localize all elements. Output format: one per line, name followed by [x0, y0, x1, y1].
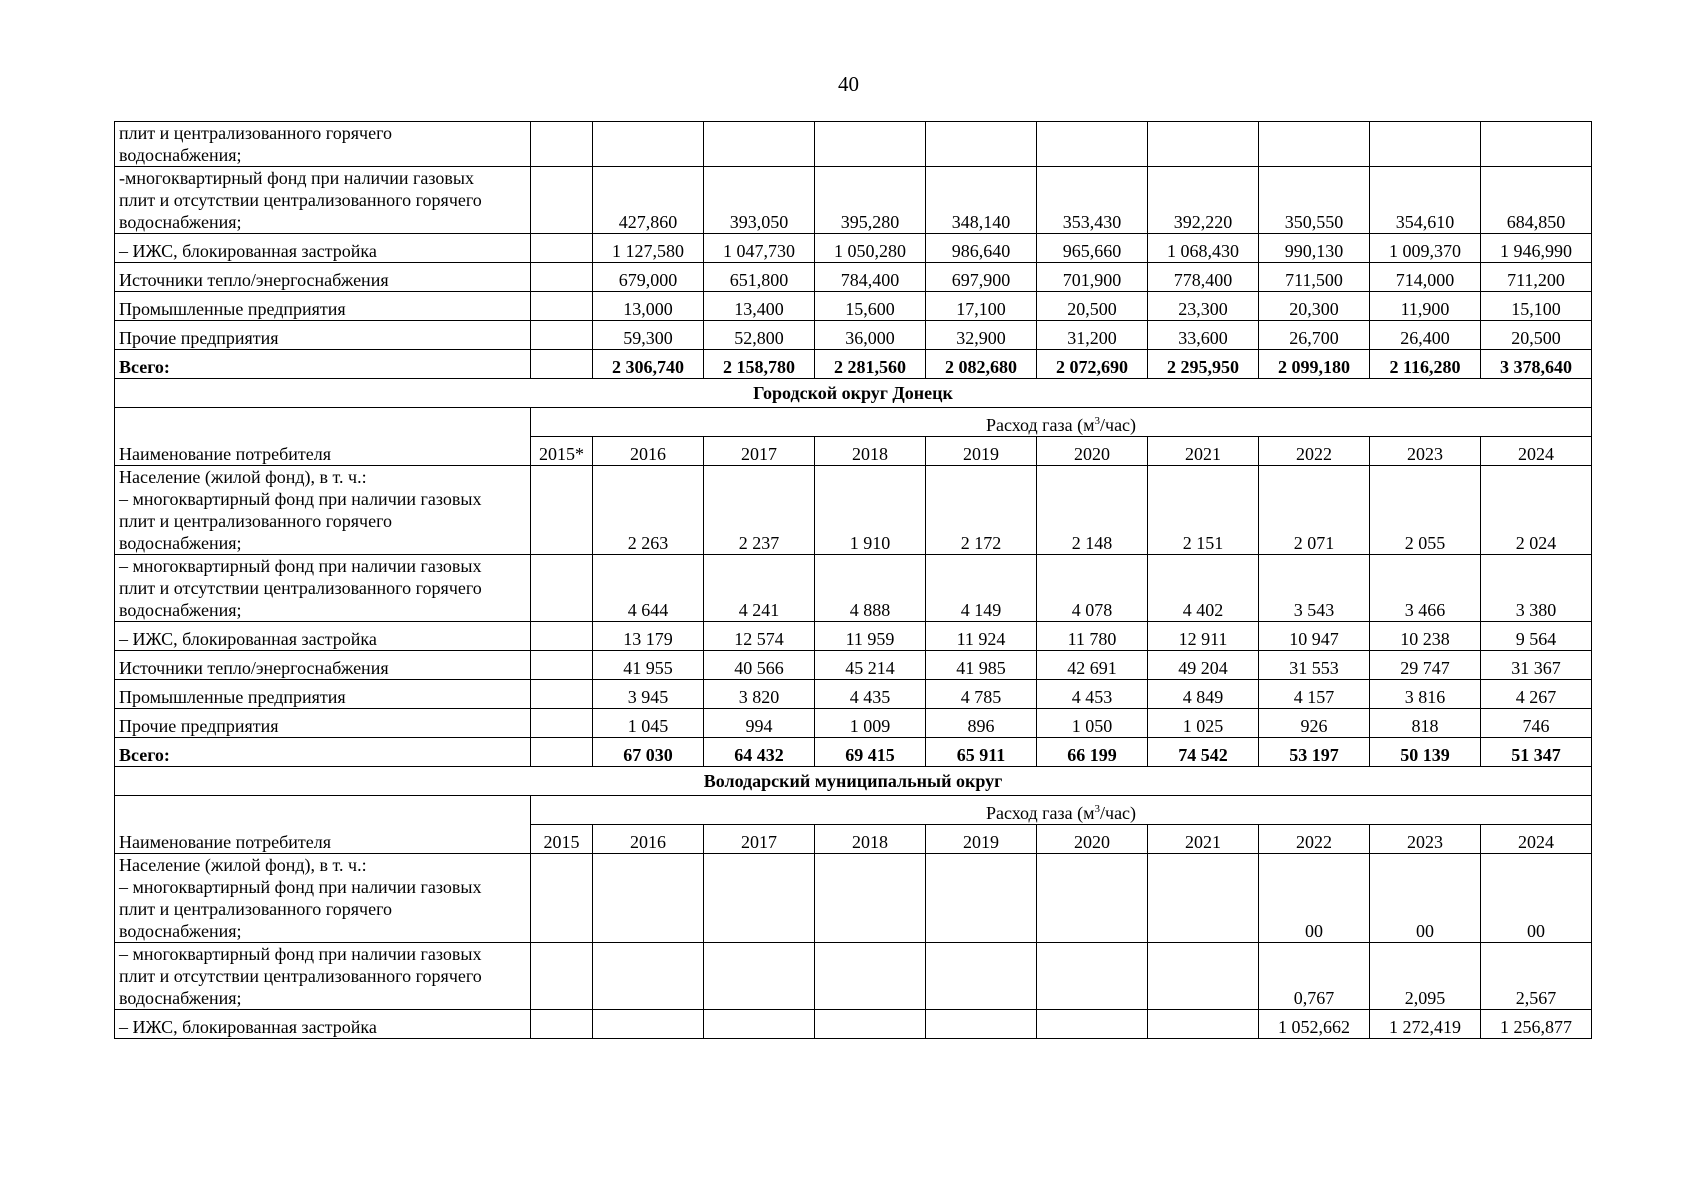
value-cell: 26,700: [1259, 321, 1370, 350]
year-header: 2017: [704, 825, 815, 854]
value-cell: 53 197: [1259, 738, 1370, 767]
year-header: 2023: [1370, 825, 1481, 854]
value-cell: 26,400: [1370, 321, 1481, 350]
value-cell: 395,280: [815, 167, 926, 234]
value-cell: 2 158,780: [704, 350, 815, 379]
value-cell: [1259, 122, 1370, 167]
value-cell: 2 082,680: [926, 350, 1037, 379]
value-cell: 40 566: [704, 651, 815, 680]
value-cell: 1 050,280: [815, 234, 926, 263]
value-cell: 1 009,370: [1370, 234, 1481, 263]
year-header: 2020: [1037, 437, 1148, 466]
table-row: [115, 234, 1592, 263]
value-cell: 13,400: [704, 292, 815, 321]
year-header: 2023: [1370, 437, 1481, 466]
value-cell: 4 078: [1037, 555, 1148, 622]
value-cell: [1481, 122, 1592, 167]
value-cell: [593, 122, 704, 167]
year-header: 2018: [815, 437, 926, 466]
value-cell: 2 072,690: [1037, 350, 1148, 379]
row-label-line: – многоквартирный фонд при наличии газовых: [119, 489, 482, 509]
value-cell: 818: [1370, 709, 1481, 738]
value-cell: 1 009: [815, 709, 926, 738]
value-cell: 0,767: [1259, 943, 1370, 1010]
table-row: [115, 555, 1592, 622]
value-cell: 00: [1370, 854, 1481, 943]
table-row: [115, 167, 1592, 234]
year-header: 2024: [1481, 825, 1592, 854]
value-cell: 2 055: [1370, 466, 1481, 555]
row-label: [115, 943, 531, 1010]
value-cell: 31 553: [1259, 651, 1370, 680]
value-cell: 1 052,662: [1259, 1010, 1370, 1039]
value-cell: 714,000: [1370, 263, 1481, 292]
value-cell: 51 347: [1481, 738, 1592, 767]
table-row: [115, 292, 1592, 321]
row-label: [115, 167, 531, 234]
row-label: [115, 738, 531, 767]
value-cell: 2 237: [704, 466, 815, 555]
table-row: [115, 466, 1592, 555]
value-cell: 20,500: [1481, 321, 1592, 350]
value-cell: 13,000: [593, 292, 704, 321]
value-cell: [926, 122, 1037, 167]
header-gas-flow-sup: 3: [1094, 415, 1101, 427]
value-cell: 3 945: [593, 680, 704, 709]
value-cell: [1148, 122, 1259, 167]
value-cell: 29 747: [1370, 651, 1481, 680]
row-label-line: водоснабжения;: [119, 921, 242, 941]
value-cell: 965,660: [1037, 234, 1148, 263]
value-cell: 896: [926, 709, 1037, 738]
section-title-row: [115, 767, 1592, 796]
row-label: [115, 234, 531, 263]
value-cell: 23,300: [1148, 292, 1259, 321]
value-cell: 11 959: [815, 622, 926, 651]
value-cell: [1148, 1010, 1259, 1039]
value-cell: 2 281,560: [815, 350, 926, 379]
value-cell: 42 691: [1037, 651, 1148, 680]
value-cell: 00: [1259, 854, 1370, 943]
year-header: 2018: [815, 825, 926, 854]
value-cell: 10 947: [1259, 622, 1370, 651]
value-cell: [926, 943, 1037, 1010]
year-header: 2024: [1481, 437, 1592, 466]
value-cell: [531, 167, 593, 234]
value-cell: [1037, 122, 1148, 167]
value-cell: [531, 122, 593, 167]
value-cell: 12 574: [704, 622, 815, 651]
value-cell: 11 924: [926, 622, 1037, 651]
table-row: [115, 680, 1592, 709]
row-label-line: водоснабжения;: [119, 988, 242, 1008]
row-label: [115, 466, 531, 555]
value-cell: 711,500: [1259, 263, 1370, 292]
value-cell: 41 985: [926, 651, 1037, 680]
value-cell: 00: [1481, 854, 1592, 943]
value-cell: [531, 943, 593, 1010]
value-cell: 31 367: [1481, 651, 1592, 680]
value-cell: 1 025: [1148, 709, 1259, 738]
value-cell: 701,900: [1037, 263, 1148, 292]
row-label-line: водоснабжения;: [119, 212, 242, 232]
row-label: [115, 651, 531, 680]
value-cell: 3 816: [1370, 680, 1481, 709]
value-cell: 986,640: [926, 234, 1037, 263]
value-cell: [815, 122, 926, 167]
value-cell: [531, 680, 593, 709]
value-cell: 4 267: [1481, 680, 1592, 709]
row-label-line: водоснабжения;: [119, 533, 242, 553]
section-title: Володарский муниципальный округ: [115, 767, 1592, 796]
value-cell: 11 780: [1037, 622, 1148, 651]
year-header: 2016: [593, 825, 704, 854]
value-cell: 67 030: [593, 738, 704, 767]
row-label: [115, 292, 531, 321]
value-cell: 2 306,740: [593, 350, 704, 379]
table-row: [115, 651, 1592, 680]
row-label-line: плит и централизованного горячего: [119, 123, 392, 143]
row-label-line: Всего:: [119, 357, 170, 377]
year-header: 2017: [704, 437, 815, 466]
value-cell: 994: [704, 709, 815, 738]
row-label: [115, 622, 531, 651]
value-cell: 41 955: [593, 651, 704, 680]
value-cell: [926, 854, 1037, 943]
row-label: [115, 263, 531, 292]
value-cell: [531, 350, 593, 379]
value-cell: 1 068,430: [1148, 234, 1259, 263]
year-header: 2021: [1148, 437, 1259, 466]
value-cell: [704, 943, 815, 1010]
value-cell: 2,095: [1370, 943, 1481, 1010]
value-cell: 2 172: [926, 466, 1037, 555]
row-label-line: Источники тепло/энергоснабжения: [119, 270, 389, 290]
year-header: 2022: [1259, 437, 1370, 466]
header-row: [115, 796, 1592, 825]
value-cell: 59,300: [593, 321, 704, 350]
value-cell: 50 139: [1370, 738, 1481, 767]
value-cell: 353,430: [1037, 167, 1148, 234]
value-cell: 64 432: [704, 738, 815, 767]
value-cell: 4 435: [815, 680, 926, 709]
row-label: [115, 555, 531, 622]
value-cell: 990,130: [1259, 234, 1370, 263]
value-cell: [531, 466, 593, 555]
table-row: [115, 350, 1592, 379]
value-cell: 31,200: [1037, 321, 1148, 350]
table-row: [115, 943, 1592, 1010]
row-label: [115, 122, 531, 167]
value-cell: 4 453: [1037, 680, 1148, 709]
value-cell: [531, 292, 593, 321]
value-cell: 679,000: [593, 263, 704, 292]
row-label-line: Всего:: [119, 745, 170, 765]
value-cell: 20,300: [1259, 292, 1370, 321]
value-cell: 10 238: [1370, 622, 1481, 651]
row-label-line: Прочие предприятия: [119, 716, 279, 736]
value-cell: 11,900: [1370, 292, 1481, 321]
value-cell: 52,800: [704, 321, 815, 350]
value-cell: 4 241: [704, 555, 815, 622]
header-gas-flow: [531, 796, 1592, 825]
value-cell: 49 204: [1148, 651, 1259, 680]
row-label-line: Население (жилой фонд), в т. ч.:: [119, 467, 367, 487]
value-cell: 4 402: [1148, 555, 1259, 622]
value-cell: 697,900: [926, 263, 1037, 292]
value-cell: 926: [1259, 709, 1370, 738]
value-cell: [1370, 122, 1481, 167]
value-cell: 1 272,419: [1370, 1010, 1481, 1039]
value-cell: 32,900: [926, 321, 1037, 350]
header-consumer-name: Наименование потребителя: [115, 796, 531, 854]
value-cell: 74 542: [1148, 738, 1259, 767]
value-cell: [531, 321, 593, 350]
section-title-row: [115, 379, 1592, 408]
value-cell: 784,400: [815, 263, 926, 292]
value-cell: 3 380: [1481, 555, 1592, 622]
value-cell: 711,200: [1481, 263, 1592, 292]
year-header: 2022: [1259, 825, 1370, 854]
row-label-line: – многоквартирный фонд при наличии газовых: [119, 944, 482, 964]
value-cell: 1 045: [593, 709, 704, 738]
value-cell: 2,567: [1481, 943, 1592, 1010]
value-cell: 3 820: [704, 680, 815, 709]
value-cell: 2 024: [1481, 466, 1592, 555]
year-header: 2019: [926, 437, 1037, 466]
row-label-line: плит и отсутствии централизованного горячего: [119, 190, 482, 210]
value-cell: [531, 709, 593, 738]
value-cell: 12 911: [1148, 622, 1259, 651]
value-cell: [593, 943, 704, 1010]
table-row: [115, 709, 1592, 738]
value-cell: [1037, 943, 1148, 1010]
value-cell: 1 256,877: [1481, 1010, 1592, 1039]
value-cell: [704, 854, 815, 943]
value-cell: 2 099,180: [1259, 350, 1370, 379]
value-cell: 2 116,280: [1370, 350, 1481, 379]
row-label-line: – ИЖС, блокированная застройка: [119, 241, 377, 261]
table-row: [115, 738, 1592, 767]
header-gas-flow-text: Расход газа (м: [985, 415, 1095, 435]
gas-consumption-table: [114, 121, 1592, 1039]
header-row: [115, 408, 1592, 437]
value-cell: 3 543: [1259, 555, 1370, 622]
value-cell: 4 849: [1148, 680, 1259, 709]
row-label: [115, 854, 531, 943]
value-cell: [815, 943, 926, 1010]
value-cell: 1 050: [1037, 709, 1148, 738]
row-label: [115, 350, 531, 379]
table-row: [115, 263, 1592, 292]
value-cell: 348,140: [926, 167, 1037, 234]
header-gas-flow-tail: /час): [1100, 415, 1137, 435]
row-label-line: – ИЖС, блокированная застройка: [119, 1017, 377, 1037]
row-label-line: – ИЖС, блокированная застройка: [119, 629, 377, 649]
row-label-line: -многоквартирный фонд при наличии газовых: [119, 168, 474, 188]
table-row: [115, 622, 1592, 651]
row-label-line: плит и централизованного горячего: [119, 511, 392, 531]
value-cell: 350,550: [1259, 167, 1370, 234]
value-cell: [1148, 854, 1259, 943]
value-cell: [593, 854, 704, 943]
value-cell: [1037, 854, 1148, 943]
value-cell: [531, 555, 593, 622]
row-label-line: водоснабжения;: [119, 145, 242, 165]
value-cell: 3 466: [1370, 555, 1481, 622]
value-cell: [1037, 1010, 1148, 1039]
value-cell: 15,100: [1481, 292, 1592, 321]
value-cell: [531, 263, 593, 292]
value-cell: 4 149: [926, 555, 1037, 622]
page-number: 40: [838, 72, 859, 96]
value-cell: 4 888: [815, 555, 926, 622]
year-header: 2015*: [531, 437, 593, 466]
row-label-line: водоснабжения;: [119, 600, 242, 620]
table-row: [115, 321, 1592, 350]
value-cell: 9 564: [1481, 622, 1592, 651]
value-cell: 1 946,990: [1481, 234, 1592, 263]
row-label-line: плит и отсутствии централизованного горячего: [119, 966, 482, 986]
row-label-line: – многоквартирный фонд при наличии газовых: [119, 556, 482, 576]
value-cell: [704, 1010, 815, 1039]
value-cell: 684,850: [1481, 167, 1592, 234]
year-header: 2015: [531, 825, 593, 854]
value-cell: 392,220: [1148, 167, 1259, 234]
value-cell: 2 148: [1037, 466, 1148, 555]
value-cell: 4 157: [1259, 680, 1370, 709]
value-cell: [531, 854, 593, 943]
value-cell: 33,600: [1148, 321, 1259, 350]
value-cell: 2 071: [1259, 466, 1370, 555]
value-cell: 1 910: [815, 466, 926, 555]
value-cell: [815, 854, 926, 943]
value-cell: 778,400: [1148, 263, 1259, 292]
value-cell: 651,800: [704, 263, 815, 292]
value-cell: 65 911: [926, 738, 1037, 767]
value-cell: 746: [1481, 709, 1592, 738]
section-title: Городской округ Донецк: [115, 379, 1592, 408]
row-label-line: плит и централизованного горячего: [119, 899, 392, 919]
row-label-line: – многоквартирный фонд при наличии газовых: [119, 877, 482, 897]
value-cell: 36,000: [815, 321, 926, 350]
year-header: 2021: [1148, 825, 1259, 854]
row-label: [115, 1010, 531, 1039]
header-gas-flow-sup: 3: [1094, 803, 1101, 815]
year-header: 2019: [926, 825, 1037, 854]
value-cell: 2 263: [593, 466, 704, 555]
value-cell: [531, 1010, 593, 1039]
row-label-line: плит и отсутствии централизованного горячего: [119, 578, 482, 598]
value-cell: [815, 1010, 926, 1039]
value-cell: [531, 651, 593, 680]
value-cell: 2 151: [1148, 466, 1259, 555]
year-header: 2020: [1037, 825, 1148, 854]
value-cell: 1 127,580: [593, 234, 704, 263]
header-gas-flow-tail: /час): [1100, 803, 1137, 823]
value-cell: 45 214: [815, 651, 926, 680]
value-cell: [531, 622, 593, 651]
row-label-line: Промышленные предприятия: [119, 687, 346, 707]
header-gas-flow: [531, 408, 1592, 437]
value-cell: 20,500: [1037, 292, 1148, 321]
value-cell: 66 199: [1037, 738, 1148, 767]
value-cell: 2 295,950: [1148, 350, 1259, 379]
row-label-line: Промышленные предприятия: [119, 299, 346, 319]
value-cell: 15,600: [815, 292, 926, 321]
row-label: [115, 321, 531, 350]
table-row: [115, 122, 1592, 167]
row-label-line: Население (жилой фонд), в т. ч.:: [119, 855, 367, 875]
row-label-line: Источники тепло/энергоснабжения: [119, 658, 389, 678]
row-label: [115, 709, 531, 738]
row-label-line: Прочие предприятия: [119, 328, 279, 348]
value-cell: 17,100: [926, 292, 1037, 321]
year-header: 2016: [593, 437, 704, 466]
row-label: [115, 680, 531, 709]
value-cell: [926, 1010, 1037, 1039]
value-cell: [593, 1010, 704, 1039]
value-cell: 4 644: [593, 555, 704, 622]
header-consumer-name: Наименование потребителя: [115, 408, 531, 466]
value-cell: 3 378,640: [1481, 350, 1592, 379]
table-row: [115, 1010, 1592, 1039]
value-cell: 427,860: [593, 167, 704, 234]
value-cell: 393,050: [704, 167, 815, 234]
value-cell: 1 047,730: [704, 234, 815, 263]
table-row: [115, 854, 1592, 943]
header-gas-flow-text: Расход газа (м: [985, 803, 1095, 823]
value-cell: 354,610: [1370, 167, 1481, 234]
value-cell: 69 415: [815, 738, 926, 767]
value-cell: 4 785: [926, 680, 1037, 709]
value-cell: [531, 738, 593, 767]
value-cell: [704, 122, 815, 167]
value-cell: [1148, 943, 1259, 1010]
value-cell: 13 179: [593, 622, 704, 651]
table-body: [115, 122, 1592, 1039]
value-cell: [531, 234, 593, 263]
